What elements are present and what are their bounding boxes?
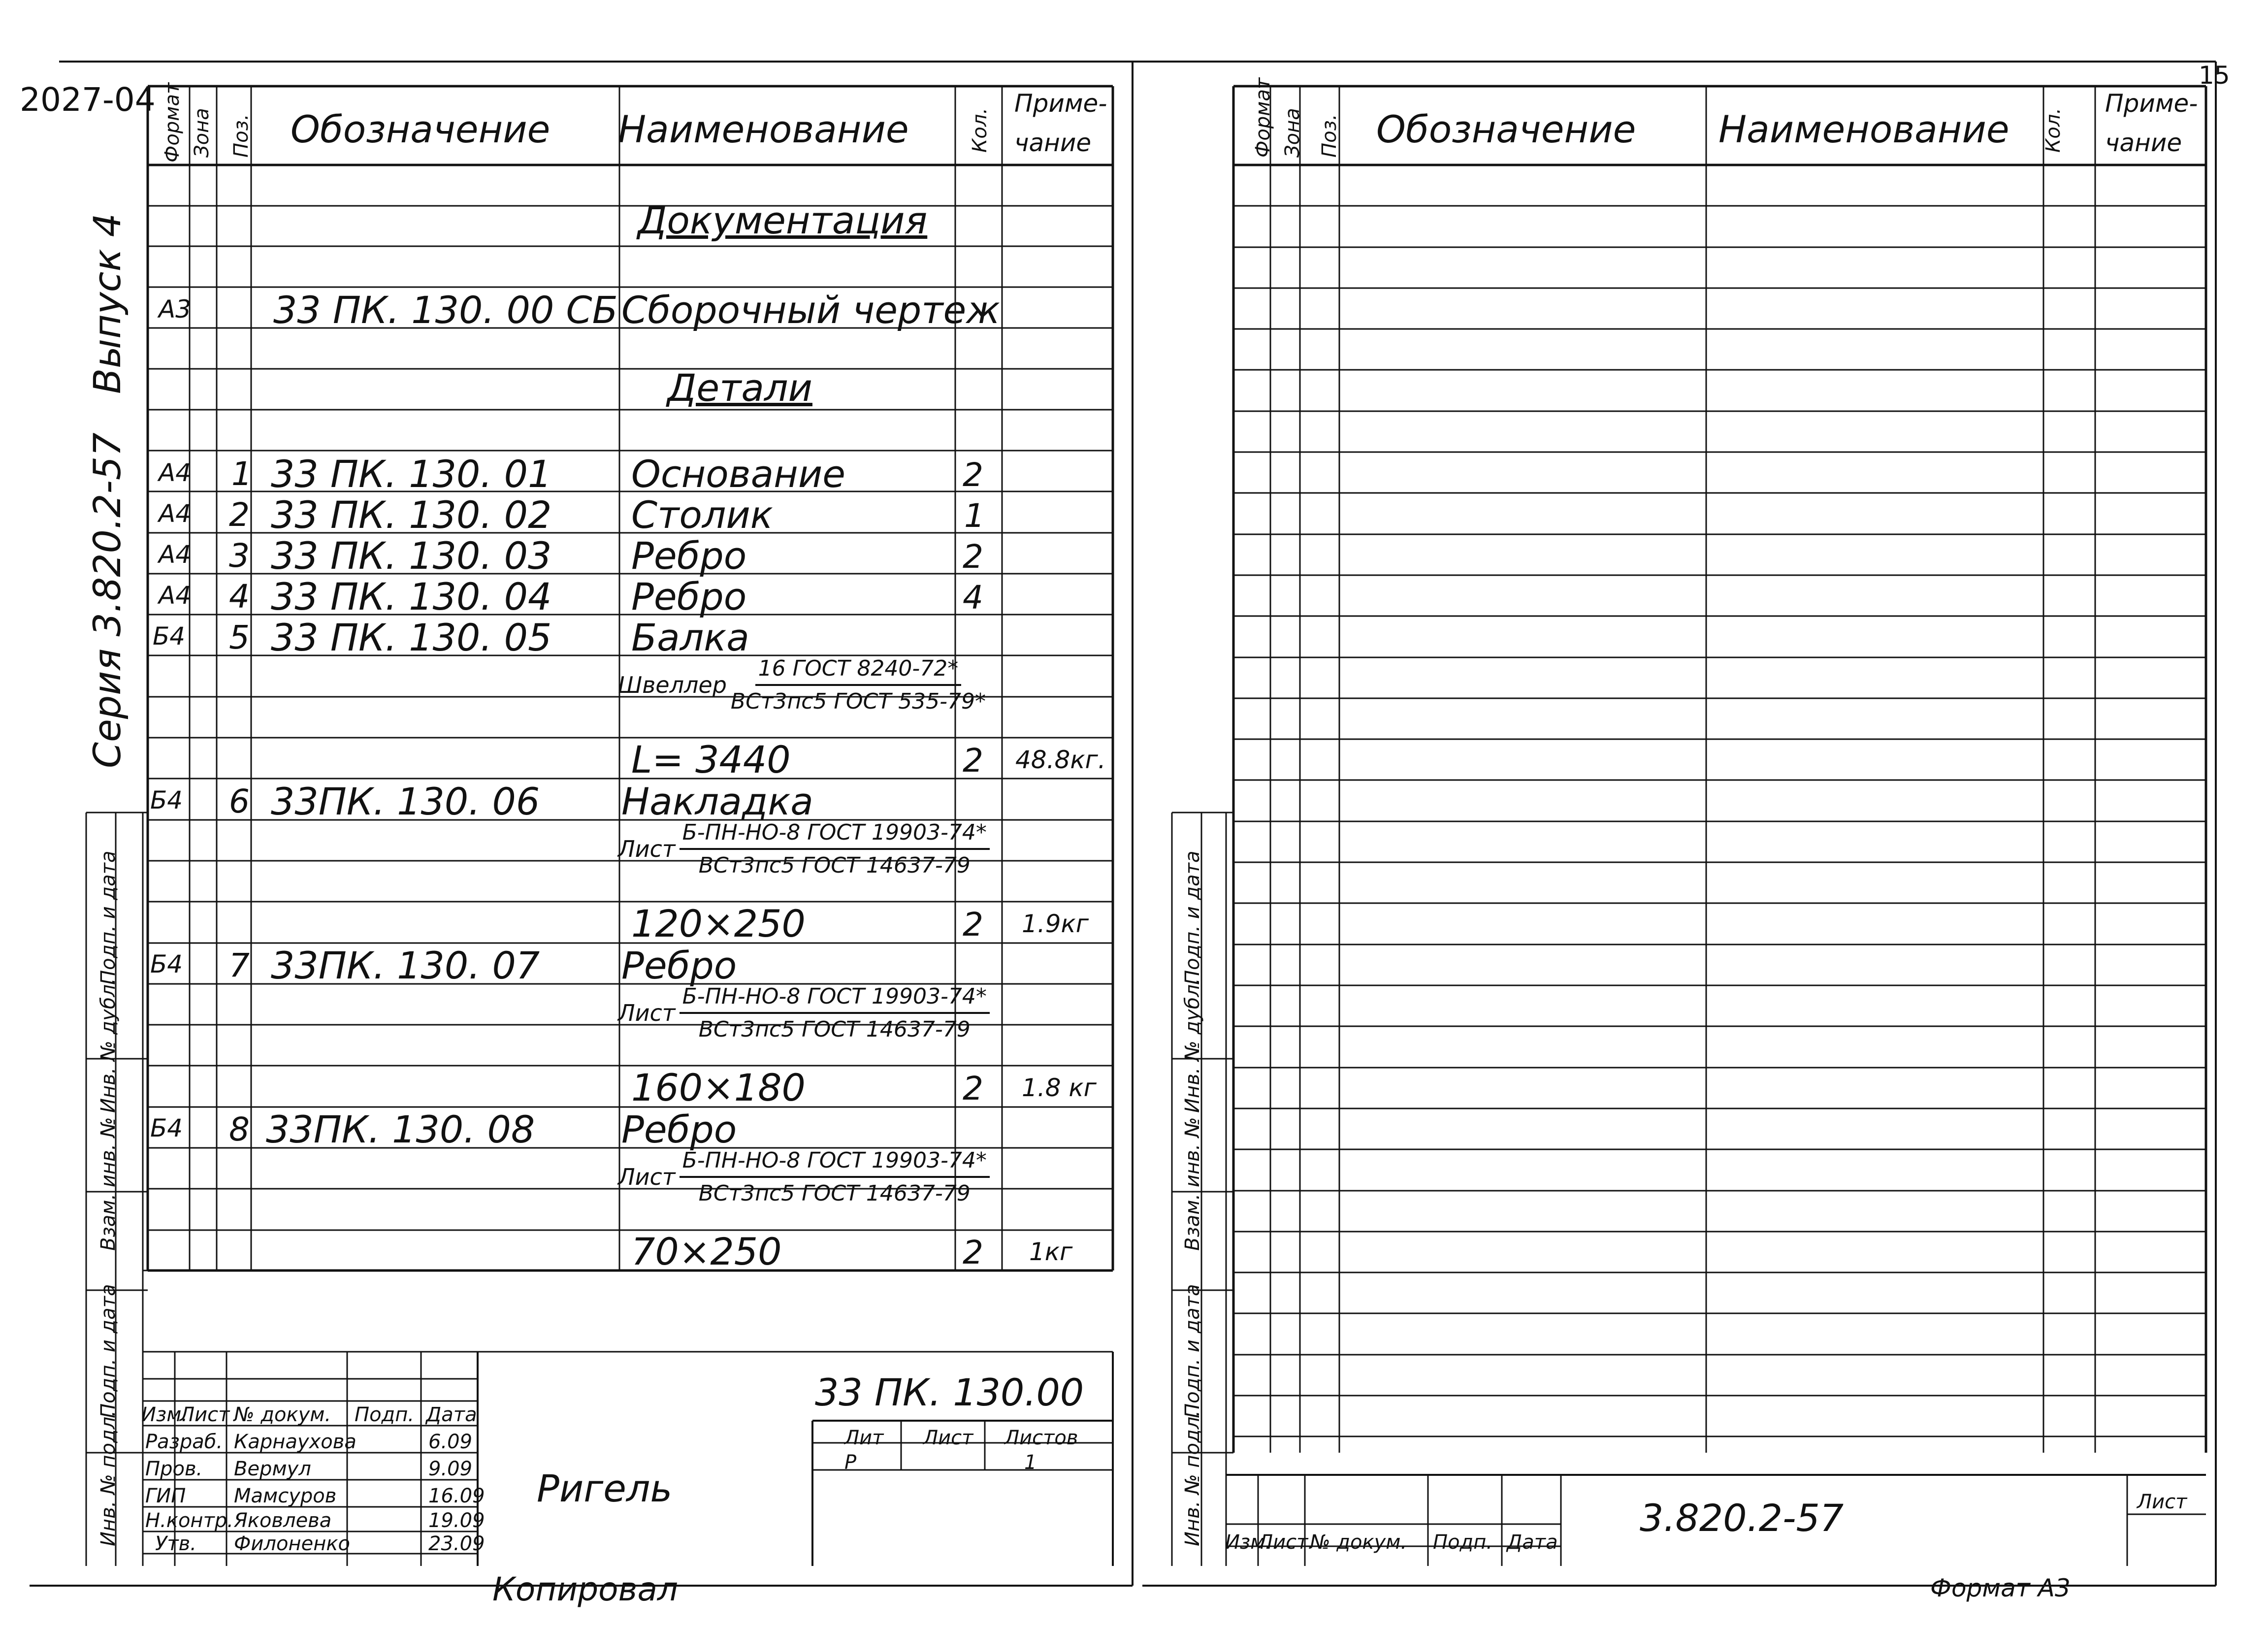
part2-pos: 2 xyxy=(229,496,250,534)
section-documentation: Документация xyxy=(638,198,928,242)
part8-material-sheet: Б-ПН-НО-8 ГОСТ 19903-74* xyxy=(680,1148,990,1178)
r-col-designation-header: Обозначение xyxy=(1376,107,1636,151)
tb-r1-date: 6.09 xyxy=(428,1431,473,1453)
part8-designation: 33ПК. 130. 08 xyxy=(266,1107,535,1151)
tb-r5-date: 23.09 xyxy=(428,1532,485,1555)
tb-hdr-izm: Изм. xyxy=(141,1403,188,1426)
tb-r2-date: 9.09 xyxy=(428,1458,473,1480)
tb-r5-role: Утв. xyxy=(155,1532,196,1555)
col-note-header-1: Приме- xyxy=(1014,89,1107,118)
tb-hdr-ndoc: № докум. xyxy=(234,1403,331,1426)
col-format-header: Формат xyxy=(161,82,184,163)
tb-r1-role: Разраб. xyxy=(145,1431,223,1453)
part6-format: Б4 xyxy=(150,786,183,814)
part3-designation: 33 ПК. 130. 03 xyxy=(271,534,552,578)
part6-name: Накладка xyxy=(621,780,813,823)
sheet-number: 15 xyxy=(2199,61,2230,90)
part8-size: 70×250 xyxy=(631,1230,782,1273)
part6-designation: 33ПК. 130. 06 xyxy=(271,780,540,823)
r-stamp-orig-inv: Инв. № подл. xyxy=(1181,1410,1204,1546)
part5-pos: 5 xyxy=(229,619,250,656)
part6-material-steel: ВСт3пс5 ГОСТ 14637-79 xyxy=(698,853,971,878)
part7-name: Ребро xyxy=(621,944,737,987)
col-name-header: Наименование xyxy=(618,107,909,151)
part5-material-prefix: Швеллер xyxy=(618,672,727,698)
stamp-dup-inv: Инв. № дубл. xyxy=(97,978,120,1113)
title-name: Ригель xyxy=(537,1466,673,1510)
part7-size: 160×180 xyxy=(631,1066,806,1109)
part1-qty: 2 xyxy=(963,456,983,494)
r-stamp-replace-inv: Взам. инв. № xyxy=(1181,1117,1204,1251)
part3-qty: 2 xyxy=(963,538,983,576)
part6-size: 120×250 xyxy=(631,902,806,945)
tb-list-label: Лист xyxy=(923,1427,973,1449)
tb-listov-value: 1 xyxy=(1024,1451,1037,1474)
stamp-replace-inv: Взам. инв. № xyxy=(97,1117,120,1251)
part8-name: Ребро xyxy=(621,1107,737,1151)
part7-qty: 2 xyxy=(963,1070,983,1107)
part7-note: 1.8 кг xyxy=(1022,1074,1097,1102)
part2-designation: 33 ПК. 130. 02 xyxy=(271,493,552,537)
part1-pos: 1 xyxy=(231,455,252,493)
col-designation-header: Обозначение xyxy=(291,107,551,151)
r-col-format-header: Формат xyxy=(1252,77,1274,158)
title-doc-number: 33 ПК. 130.00 xyxy=(815,1370,1084,1414)
r-col-qty-header: Кол. xyxy=(2042,107,2065,153)
archive-number: 2027-04 xyxy=(20,81,156,119)
footer-format: Формат А3 xyxy=(1930,1574,2071,1602)
r-col-note-header-2: чание xyxy=(2105,129,2182,157)
doc-format: А3 xyxy=(159,295,192,324)
doc-name: Сборочный чертеж xyxy=(621,288,1000,332)
r-stamp-sign-date-bottom: Подп. и дата xyxy=(1181,1284,1204,1418)
part3-pos: 3 xyxy=(229,537,250,575)
tb-r2-name: Вермул xyxy=(234,1458,311,1480)
series-label: Серия 3.820.2-57 xyxy=(85,432,129,768)
part6-pos: 6 xyxy=(229,782,250,820)
part6-qty: 2 xyxy=(963,906,983,944)
r-col-pos-header: Поз. xyxy=(1318,114,1341,158)
col-pos-header: Поз. xyxy=(230,114,253,158)
part1-format: А4 xyxy=(159,458,192,487)
doc-designation: 33 ПК. 130. 00 СБ xyxy=(273,288,618,332)
part1-name: Основание xyxy=(631,452,845,496)
stamp-sign-date-bottom: Подп. и дата xyxy=(97,1284,120,1418)
part3-format: А4 xyxy=(159,540,192,569)
part7-material-sheet: Б-ПН-НО-8 ГОСТ 19903-74* xyxy=(680,984,990,1014)
part4-name: Ребро xyxy=(631,575,747,619)
r-stamp-dup-inv: Инв. № дубл. xyxy=(1181,978,1204,1113)
tb-hdr-data: Дата xyxy=(426,1403,477,1426)
part5-size: L= 3440 xyxy=(631,738,791,781)
part7-material-prefix: Лист xyxy=(618,1000,676,1026)
r-hdr-podp: Подп. xyxy=(1433,1531,1493,1554)
part4-designation: 33 ПК. 130. 04 xyxy=(271,575,552,619)
part2-qty: 1 xyxy=(964,497,985,535)
part5-note: 48.8кг. xyxy=(1015,746,1106,774)
r-hdr-data: Дата xyxy=(1507,1531,1558,1554)
tb-r4-date: 19.09 xyxy=(428,1509,485,1532)
part5-designation: 33 ПК. 130. 05 xyxy=(271,616,552,659)
part7-designation: 33ПК. 130. 07 xyxy=(271,944,540,987)
part7-material xyxy=(618,984,990,1042)
r-stamp-sign-date-top: Подп. и дата xyxy=(1181,850,1204,985)
tb-lit-value: Р xyxy=(844,1451,857,1474)
r-col-note-header-1: Приме- xyxy=(2105,89,2198,118)
part6-note: 1.9кг xyxy=(1022,910,1089,938)
tb-r1-name: Карнаухова xyxy=(234,1431,356,1453)
tb-listov-label: Листов xyxy=(1004,1427,1078,1449)
part8-format: Б4 xyxy=(150,1114,183,1142)
stamp-sign-date-top: Подп. и дата xyxy=(97,850,120,985)
col-note-header-2: чание xyxy=(1014,129,1092,157)
tb-r4-role: Н.контр. xyxy=(145,1509,233,1532)
part5-name: Балка xyxy=(631,616,749,659)
part8-qty: 2 xyxy=(963,1234,983,1271)
part8-pos: 8 xyxy=(229,1110,250,1148)
tb-r5-name: Филоненко xyxy=(234,1532,351,1555)
tb-r4-name: Яковлева xyxy=(234,1509,332,1532)
part8-material-prefix: Лист xyxy=(618,1164,676,1190)
part2-format: А4 xyxy=(159,499,192,528)
part2-name: Столик xyxy=(631,493,773,537)
r-hdr-list: Лист xyxy=(1258,1531,1308,1554)
part8-material-steel: ВСт3пс5 ГОСТ 14637-79 xyxy=(698,1181,971,1206)
part7-pos: 7 xyxy=(229,946,250,984)
part4-qty: 4 xyxy=(963,579,983,617)
part6-material xyxy=(618,820,990,878)
tb-hdr-podp: Подп. xyxy=(355,1403,415,1426)
part5-format: Б4 xyxy=(153,622,186,651)
part5-material-profile: 16 ГОСТ 8240-72* xyxy=(755,656,962,686)
r-hdr-izm: Изм. xyxy=(1225,1531,1272,1554)
tb-r2-role: Пров. xyxy=(145,1458,203,1480)
tb-lit-label: Лит xyxy=(844,1427,884,1449)
r-col-name-header: Наименование xyxy=(1718,107,2009,151)
part1-designation: 33 ПК. 130. 01 xyxy=(271,452,552,496)
part5-material xyxy=(618,656,986,714)
stamp-orig-inv: Инв. № подл. xyxy=(97,1410,120,1546)
r-hdr-ndoc: № докум. xyxy=(1310,1531,1407,1554)
r-title-doc-number: 3.820.2-57 xyxy=(1640,1496,1844,1540)
tb-r3-name: Мамсуров xyxy=(234,1485,337,1507)
col-zone-header: Зона xyxy=(191,108,213,158)
part3-name: Ребро xyxy=(631,534,747,578)
part6-material-prefix: Лист xyxy=(618,836,676,862)
part7-material-steel: ВСт3пс5 ГОСТ 14637-79 xyxy=(698,1017,971,1042)
part4-pos: 4 xyxy=(229,578,250,616)
part5-material-steel: ВСт3пс5 ГОСТ 535-79* xyxy=(730,689,986,714)
section-parts: Детали xyxy=(667,366,812,410)
tb-hdr-list: Лист xyxy=(180,1403,230,1426)
part5-qty: 2 xyxy=(963,742,983,780)
tb-r3-date: 16.09 xyxy=(428,1485,485,1507)
col-qty-header: Кол. xyxy=(969,107,991,153)
footer-copied: Копировал xyxy=(492,1570,679,1608)
part8-material xyxy=(618,1148,990,1206)
part7-format: Б4 xyxy=(150,950,183,978)
issue-label: Выпуск 4 xyxy=(85,213,129,394)
part8-note: 1кг xyxy=(1029,1237,1073,1266)
r-col-zone-header: Зона xyxy=(1281,108,1304,158)
part4-format: А4 xyxy=(159,581,192,610)
part6-material-sheet: Б-ПН-НО-8 ГОСТ 19903-74* xyxy=(680,820,990,850)
r-list-label: Лист xyxy=(2137,1491,2187,1513)
tb-r3-role: ГИП xyxy=(145,1485,186,1507)
